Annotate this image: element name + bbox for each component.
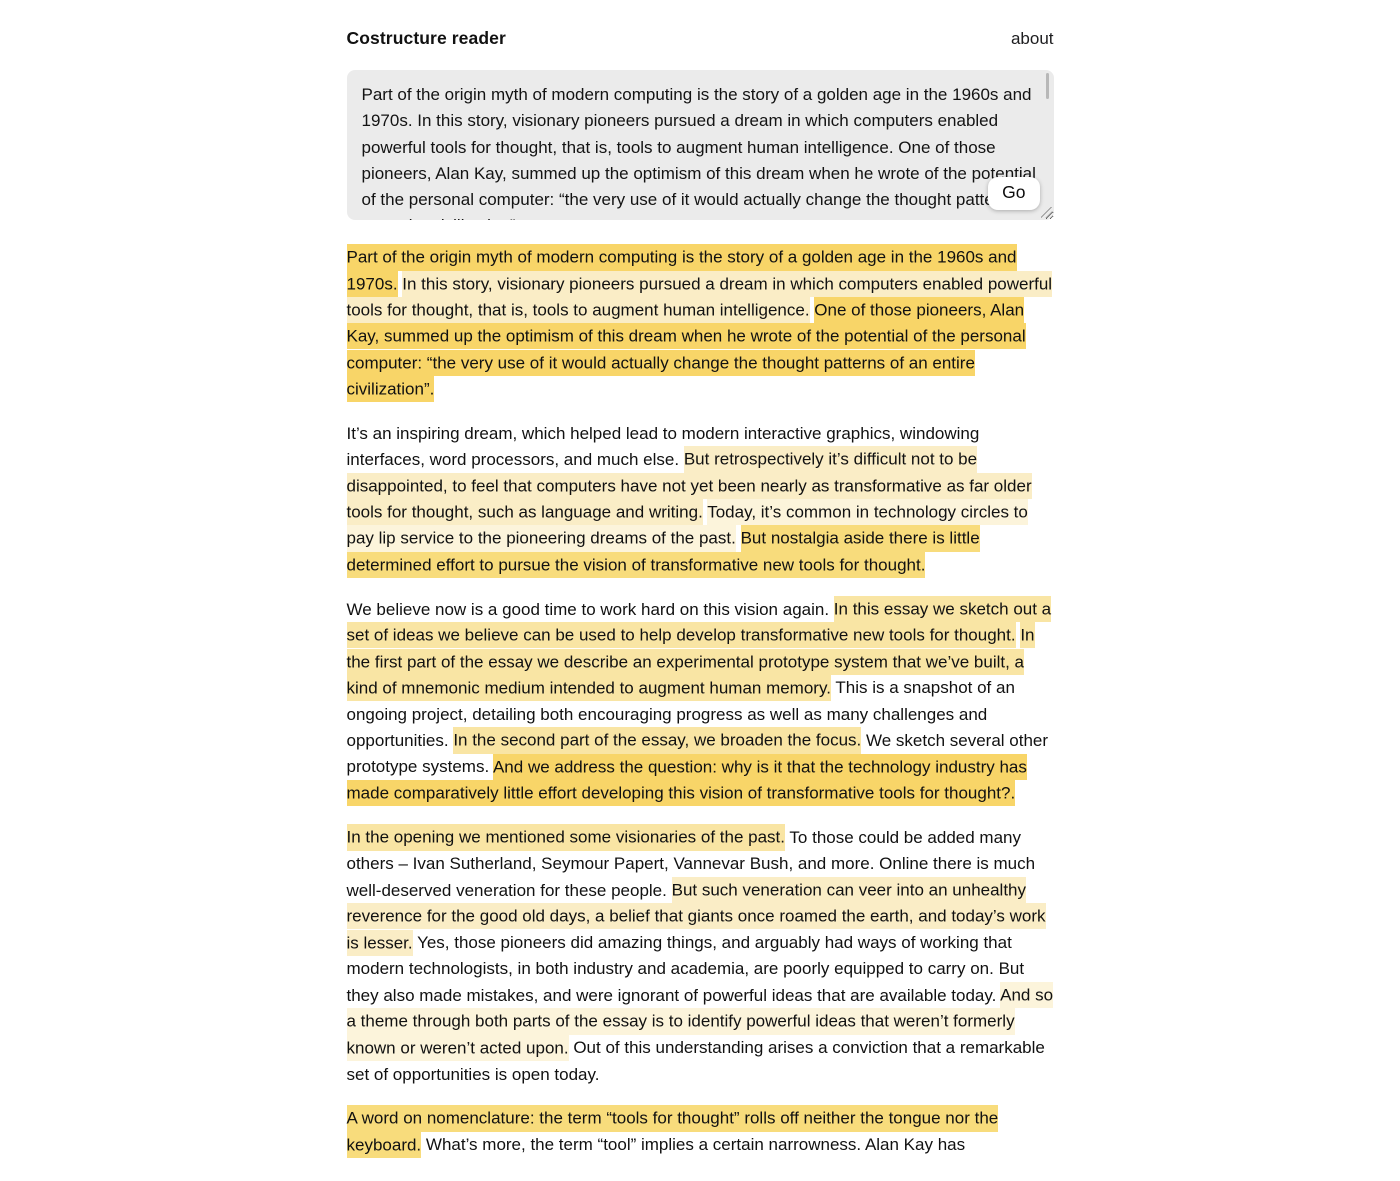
sentence-highlighted: In the second part of the essay, we broaden the focus. — [453, 727, 861, 753]
sentence-highlighted: And so a theme through both parts of the essay is to identify powerful ideas that weren’t formerly known or weren’t acted upon. — [347, 982, 1054, 1061]
essay-paragraph — [347, 421, 1054, 579]
sentence-highlighted: One of those pioneers, Alan Kay, summed up the optimism of this dream when he wrote of the potential of the personal computer: “the very use of it would actually change the thought patterns of an entire civilization”. — [347, 297, 1026, 402]
sentence-highlighted: But nostalgia aside there is little determined effort to pursue the vision of transformative new tools for thought. — [347, 525, 980, 577]
textarea-scrollbar-thumb[interactable] — [1046, 73, 1049, 99]
textarea-resize-handle-icon[interactable] — [1041, 207, 1052, 218]
sentence-highlighted: In the opening we mentioned some visionaries of the past. — [347, 824, 786, 850]
sentence: Alan Kay has — [864, 1135, 966, 1155]
essay — [347, 245, 1054, 1159]
go-button[interactable]: Go — [988, 177, 1039, 210]
essay-paragraph — [347, 1106, 1054, 1159]
sentence: But they also made mistakes, and were ignorant of powerful ideas that are available today. — [346, 959, 1025, 1005]
essay-paragraph — [347, 825, 1054, 1088]
sentence: It’s an inspiring dream, which helped lead to modern interactive graphics, windowing interfaces, word processors, and much else. — [346, 423, 980, 470]
composer — [347, 70, 1054, 220]
sentence-highlighted: Today, it’s common in technology circles to pay lip service to the pioneering dreams of the past. — [347, 499, 1028, 551]
sentence-highlighted: Part of the origin myth of modern computing is the story of a golden age in the 1960s and 1970s. — [347, 244, 1017, 296]
sentence-highlighted: In the first part of the essay we describe an experimental prototype system that we’ve built, a kind of mnemonic medium intended to augment human memory. — [347, 622, 1035, 701]
page-title: Costructure reader — [346, 28, 506, 48]
sentence-highlighted: A word on nomenclature: the term “tools for thought” rolls off neither the tongue nor the keyboard. — [347, 1105, 999, 1157]
sentence: What’s more, the term “tool” implies a certain narrowness. — [425, 1135, 862, 1155]
essay-text-input[interactable] — [347, 70, 1054, 220]
sentence: Online there is much well-deserved veneration for these people. — [346, 854, 1036, 900]
sentence: This is a snapshot of an ongoing project, detailing both encouraging progress as well as many challenges and opportunities. — [346, 678, 1015, 751]
page — [347, 0, 1054, 1159]
sentence: We believe now is a good time to work hard on this vision again. — [346, 599, 830, 619]
sentence: Out of this understanding arises a conviction that a remarkable set of opportunities is open today. — [346, 1038, 1045, 1084]
sentence-highlighted: But retrospectively it’s difficult not to be disappointed, to feel that computers have not yet been nearly as transformative as far older tools for thought, such as language and writing. — [347, 446, 1032, 525]
sentence-highlighted: In this story, visionary pioneers pursued a dream in which computers enabled powerful tools for thought, that is, tools to augment human intelligence. — [347, 271, 1053, 323]
sentence-highlighted: And we address the question: why is it that the technology industry has made comparatively little effort developing this vision of transformative tools for thought?. — [347, 754, 1027, 806]
sentence: To those could be added many others – Ivan Sutherland, Seymour Papert, Vannevar Bush, and more. — [346, 827, 1021, 874]
header — [347, 28, 1054, 49]
about-link[interactable]: about — [1010, 29, 1054, 48]
sentence: We sketch several other prototype systems. — [346, 731, 1049, 777]
sentence-highlighted: In this essay we sketch out a set of ideas we believe can be used to help develop transformative new tools for thought. — [347, 596, 1052, 648]
sentence: Yes, those pioneers did amazing things, and arguably had ways of working that modern technologists, in both industry and academia, are poorly equipped to carry on. — [346, 933, 1012, 979]
sentence-highlighted: But such veneration can veer into an unhealthy reverence for the good old days, a belief that giants once roamed the earth, and today’s work is lesser. — [347, 877, 1046, 956]
essay-paragraph — [347, 245, 1054, 403]
essay-paragraph — [347, 597, 1054, 807]
